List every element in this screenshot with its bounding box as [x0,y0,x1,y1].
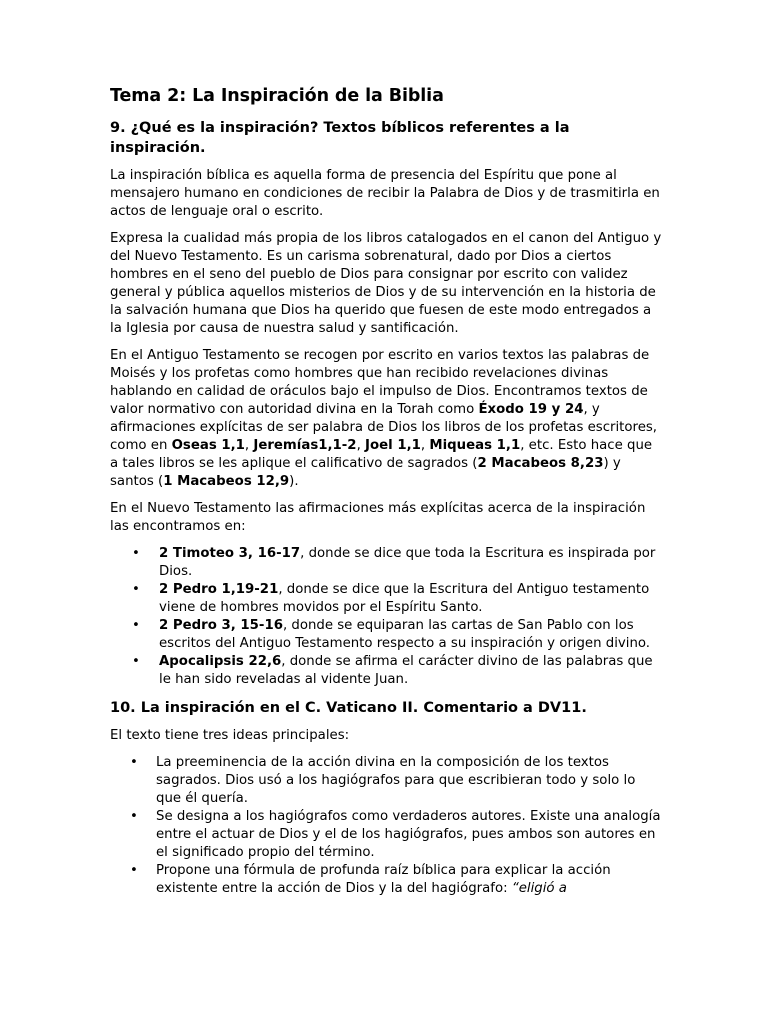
reference-list [110,545,662,689]
bible-reference: Jeremías1,1-2 [253,438,357,453]
list-item [110,617,662,653]
list-item [110,653,662,689]
bible-reference: 1 Macabeos 12,9 [163,474,290,489]
text: , [420,438,430,453]
text: En el Antiguo Testamento se recogen por escrito en varios textos las palabras de Moisés y los profetas como hombres que han recibido revelaciones divinas hablando en calidad de oráculos bajo el impulso de Dios. Encontramos textos de valor normativo con autoridad divina en la Torah como [110,348,650,417]
bullet-icon: • [130,809,138,824]
list-item [110,754,662,808]
bible-reference: 2 Macabeos 8,23 [477,456,604,471]
list-item-text: Propone una fórmula de profunda raíz bíblica para explicar la acción existente entre la acción de Dios y la del hagiógrafo: [156,863,611,896]
list-item-text: , donde se dice que toda la Escritura es inspirada por Dios. [159,546,656,579]
text: ) y santos ( [110,456,621,489]
list-item [110,862,662,898]
list-item [110,808,662,862]
paragraph: Expresa la cualidad más propia de los libros catalogados en el canon del Antiguo y del Nuevo Testamento. Es un carisma sobrenatural, dado por Dios a ciertos hombres en el seno del pueblo de Dios para consignar por escrito con validez general y pública aquellos misterios de Dios y de su intervención en la historia de la salvación humana que Dios ha querido que fuesen de este modo entregados a la Iglesia por causa de nuestra salud y santificación. [110,231,662,336]
paragraph [110,347,662,491]
list-item [110,581,662,617]
bible-reference: 2 Pedro 1,19-21 [159,582,279,597]
text: , etc. Esto hace que a tales libros se les aplique el calificativo de sagrados ( [110,438,653,471]
document-page [110,84,662,907]
text: , [244,438,254,453]
bible-reference: Miqueas 1,1 [429,438,521,453]
section-9-heading: 9. ¿Qué es la inspiración? Textos bíblicos referentes a la inspiración. [110,120,570,156]
text: , [356,438,366,453]
bible-reference: Joel 1,1 [365,438,421,453]
bible-reference: Éxodo 19 y 24 [478,402,584,417]
paragraph: El texto tiene tres ideas principales: [110,728,350,743]
bullet-icon: • [130,755,138,770]
bullet-icon: • [132,582,140,597]
paragraph: La inspiración bíblica es aquella forma de presencia del Espíritu que pone al mensajero humano en condiciones de recibir la Palabra de Dios y de trasmitirla en actos de lenguaje oral o escrito. [110,168,660,219]
list-item-text: , donde se afirma el carácter divino de las palabras que le han sido reveladas al vidente Juan. [159,654,653,687]
list-item-text: , donde se equiparan las cartas de San Pablo con los escritos del Antiguo Testamento respecto a su inspiración y origen divino. [159,618,651,651]
section-10-heading: 10. La inspiración en el C. Vaticano II. Comentario a DV11. [110,700,587,716]
list-item-text: La preeminencia de la acción divina en la composición de los textos sagrados. Dios usó a los hagiógrafos para que escribieran todo y solo lo que él quería. [156,755,636,806]
list-item-text: Se designa a los hagiógrafos como verdaderos autores. Existe una analogía entre el actuar de Dios y el de los hagiógrafos, pues ambos son autores en el significado propio del término. [156,809,661,860]
bullet-icon: • [132,654,140,669]
text: , y afirmaciones explícitas de ser palabra de Dios los libros de los profetas escritores, como en [110,402,658,453]
bullet-icon: • [132,618,140,633]
bullet-icon: • [132,546,140,561]
bible-reference: Oseas 1,1 [171,438,245,453]
bible-reference: 2 Pedro 3, 15-16 [159,618,283,633]
document-title: Tema 2: La Inspiración de la Biblia [110,86,444,106]
text: ). [289,474,299,489]
quote-text: “eligió a [511,881,567,896]
bible-reference: 2 Timoteo 3, 16-17 [159,546,301,561]
bible-reference: Apocalipsis 22,6 [159,654,282,669]
list-item [110,545,662,581]
list-item-text: , donde se dice que la Escritura del Antiguo testamento viene de hombres movidos por el Espíritu Santo. [159,582,650,615]
paragraph: En el Nuevo Testamento las afirmaciones más explícitas acerca de la inspiración las encontramos en: [110,501,646,534]
bullet-icon: • [130,863,138,878]
ideas-list [110,754,662,898]
